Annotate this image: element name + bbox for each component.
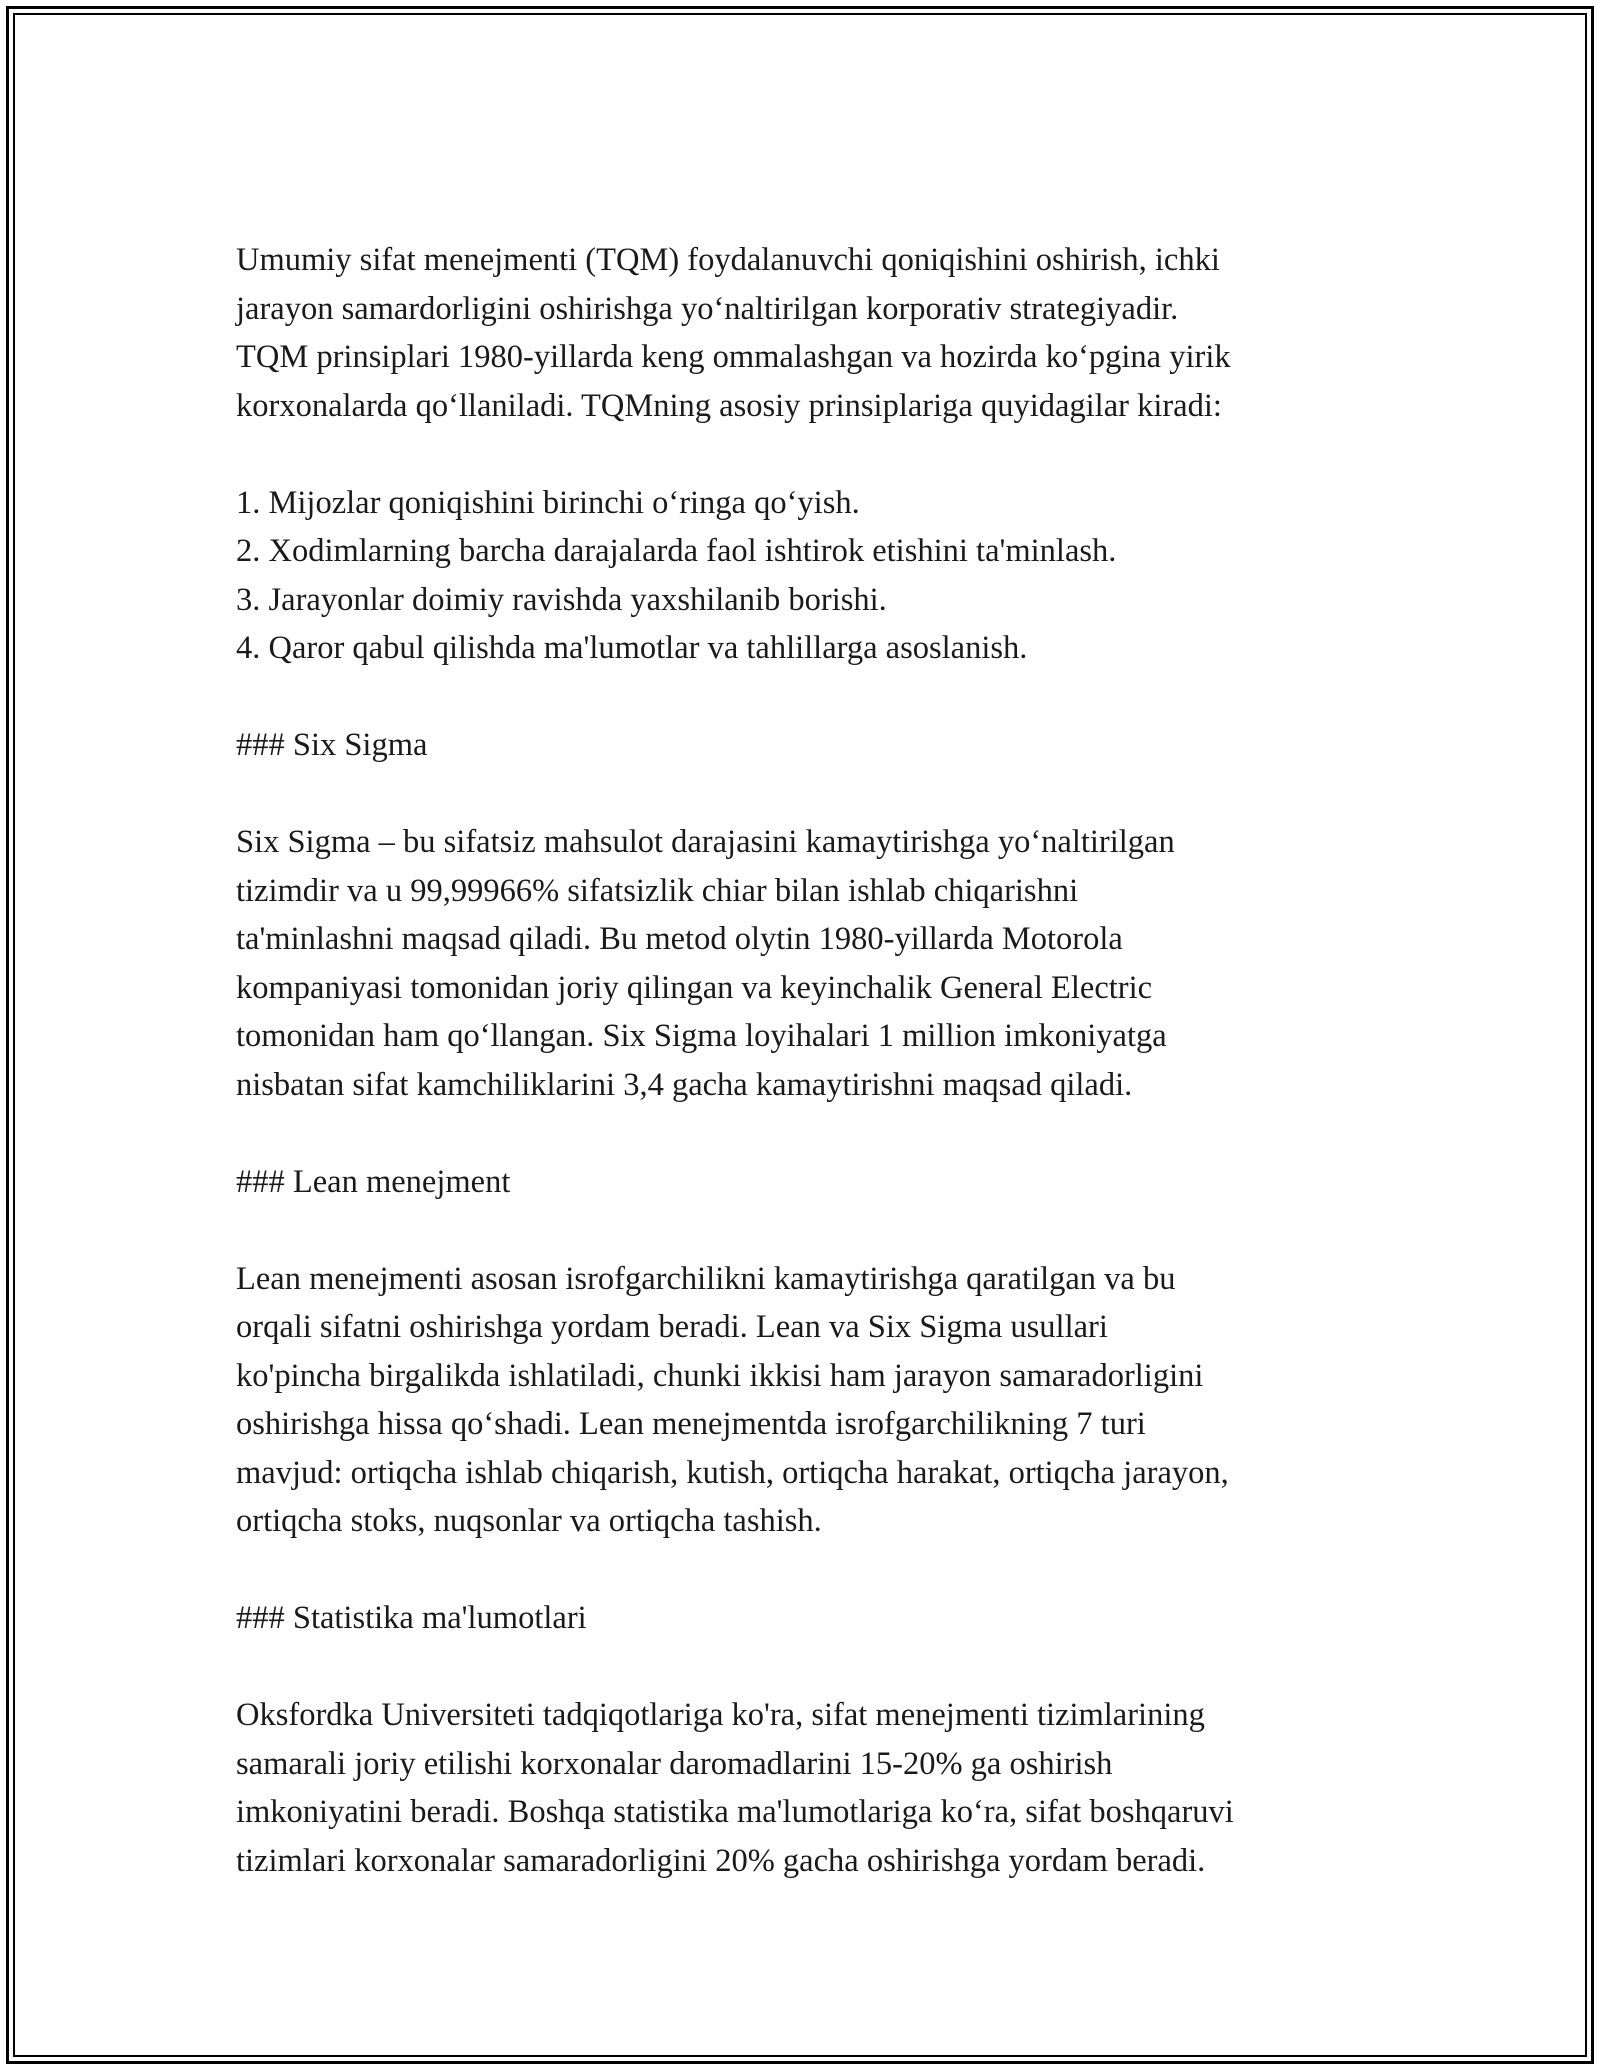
list-item: 2. Xodimlarning barcha darajalarda faol ishtirok etishini ta'minlash. [236,533,1117,569]
list-item: 3. Jarayonlar doimiy ravishda yaxshilanib borishi. [236,581,887,618]
text-line: jarayon samardorligini oshirishga yo‘naltirilgan korporativ strategiyadir. [236,290,1179,327]
list-item: 1. Mijozlar qoniqishini birinchi o‘ringa qo‘yish. [236,484,860,521]
section-heading-six-sigma: ### Six Sigma [236,727,428,763]
text-line: Umumiy sifat menejmenti (TQM) foydalanuvchi qoniqishini oshirish, ichki [236,242,1220,278]
lean-paragraph [236,1255,1416,1546]
text-line: tizimlari korxonalar samaradorligini 20% gacha oshirishga yordam beradi. [236,1842,1206,1879]
text-line: mavjud: ortiqcha ishlab chiqarish, kutish, ortiqcha harakat, ortiqcha jarayon, [236,1454,1229,1491]
tqm-principles-list [236,479,1416,673]
text-line: kompaniyasi tomonidan joriy qilingan va keyinchalik General Electric [236,969,1153,1006]
text-line: Oksfordka Universiteti tadqiqotlariga ko'ra, sifat menejmenti tizimlarining [236,1697,1205,1733]
section-heading-statistics: ### Statistika ma'lumotlari [236,1600,587,1636]
text-line: TQM prinsiplari 1980-yillarda keng ommalashgan va hozirda ko‘pgina yirik [236,339,1231,375]
statistics-paragraph [236,1691,1416,1885]
text-line: samarali joriy etilishi korxonalar daromadlarini 15-20% ga oshirish [236,1745,1113,1782]
text-line: Lean menejmenti asosan isrofgarchilikni kamaytirishga qaratilgan va bu [236,1260,1176,1297]
text-line: imkoniyatini beradi. Boshqa statistika ma'lumotlariga ko‘ra, sifat boshqaruvi [236,1794,1234,1830]
list-item: 4. Qaror qabul qilishda ma'lumotlar va tahlillarga asoslanish. [236,630,1028,666]
six-sigma-paragraph [236,818,1416,1109]
document-body [236,236,1416,1934]
text-line: Six Sigma – bu sifatsiz mahsulot darajasini kamaytirishga yo‘naltirilgan [236,824,1175,860]
text-line: tomonidan ham qo‘llangan. Six Sigma loyihalari 1 million imkoniyatga [236,1018,1167,1054]
text-line: nisbatan sifat kamchiliklarini 3,4 gacha kamaytirishni maqsad qiladi. [236,1066,1133,1103]
intro-paragraph [236,236,1416,430]
text-line: oshirishga hissa qo‘shadi. Lean menejmentda isrofgarchilikning 7 turi [236,1406,1146,1442]
text-line: ortiqcha stoks, nuqsonlar va ortiqcha tashish. [236,1503,822,1539]
text-line: korxonalarda qo‘llaniladi. TQMning asosiy prinsiplariga quyidagilar kiradi: [236,387,1222,424]
section-heading-lean: ### Lean menejment [236,1163,511,1200]
text-line: orqali sifatni oshirishga yordam beradi. Lean va Six Sigma usullari [236,1309,1108,1345]
text-line: ko'pincha birgalikda ishlatiladi, chunki ikkisi ham jarayon samaradorligini [236,1357,1204,1394]
text-line: tizimdir va u 99,99966% sifatsizlik chiar bilan ishlab chiqarishni [236,872,1079,909]
text-line: ta'minlashni maqsad qiladi. Bu metod olytin 1980-yillarda Motorola [236,921,1123,957]
